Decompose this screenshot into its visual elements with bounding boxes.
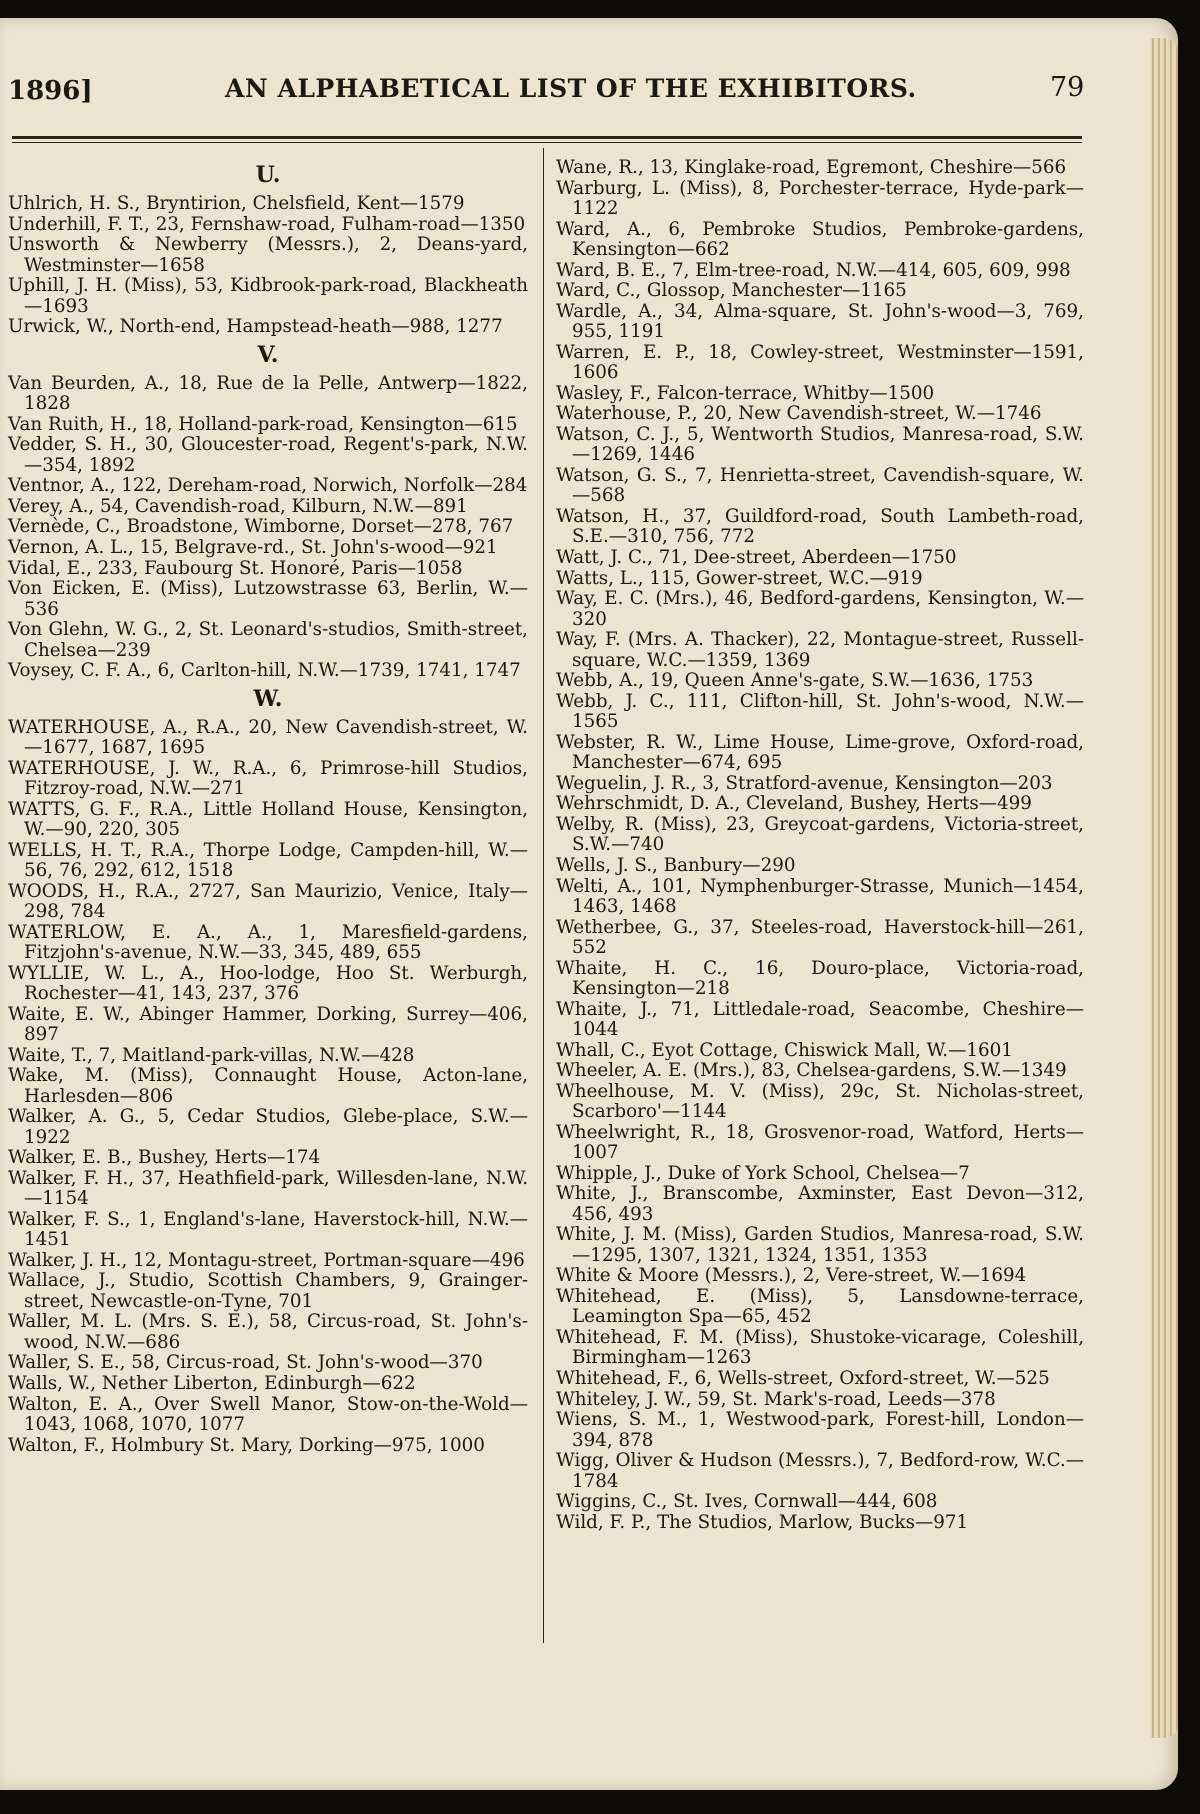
exhibitor-entry: Wake, M. (Miss), Connaught House, Acton-lane, Harlesden—806 — [8, 1065, 528, 1107]
exhibitor-entry: Welby, R. (Miss), 23, Greycoat-gardens, Victoria-street, S.W.—740 — [556, 813, 1084, 856]
exhibitor-entry: Wane, R., 13, Kinglake-road, Egremont, Cheshire—566 — [556, 157, 1067, 178]
exhibitor-entry: Van Beurden, A., 18, Rue de la Pelle, Antwerp—1822, 1828 — [8, 372, 528, 414]
exhibitor-entry: Von Glehn, W. G., 2, St. Leonard's-studios, Smith-street, Chelsea—239 — [8, 619, 528, 661]
exhibitor-entry: Vernède, C., Broadstone, Wimborne, Dorset—278, 767 — [8, 516, 514, 538]
section-heading-v: V. — [257, 341, 279, 368]
exhibitor-entry: Walker, F. S., 1, England's-lane, Haverstock-hill, N.W.—1451 — [8, 1208, 528, 1251]
exhibitor-entry: Van Ruith, H., 18, Holland-park-road, Kensington—615 — [8, 413, 518, 435]
right-column — [556, 158, 1084, 1533]
entries-w — [8, 718, 528, 1456]
header-title: AN ALPHABETICAL LIST OF THE EXHIBITORS. — [225, 74, 917, 103]
exhibitor-entry: Watt, J. C., 71, Dee-street, Aberdeen—1750 — [556, 546, 957, 568]
exhibitor-entry: Wheeler, A. E. (Mrs.), 83, Chelsea-gardens, S.W.—1349 — [556, 1060, 1067, 1082]
section-heading-u: U. — [255, 162, 281, 188]
book-page — [0, 18, 1178, 1790]
exhibitor-entry: Webb, A., 19, Queen Anne's-gate, S.W.—1636, 1753 — [556, 670, 1034, 692]
exhibitor-entry: Walker, A. G., 5, Cedar Studios, Glebe-place, S.W.—1922 — [8, 1106, 528, 1148]
exhibitor-entry: Vedder, S. H., 30, Gloucester-road, Regent's-park, N.W.—354, 1892 — [8, 434, 528, 476]
exhibitor-entry: Walls, W., Nether Liberton, Edinburgh—622 — [8, 1372, 416, 1394]
exhibitor-entry: Ward, C., Glossop, Manchester—1165 — [556, 280, 907, 302]
exhibitor-entry: Waite, T., 7, Maitland-park-villas, N.W.—428 — [8, 1044, 415, 1066]
exhibitor-entry: Wasley, F., Falcon-terrace, Whitby—1500 — [556, 382, 935, 404]
exhibitor-entry: Waite, E. W., Abinger Hammer, Dorking, Surrey—406, 897 — [8, 1003, 528, 1045]
exhibitor-entry: Waller, M. L. (Mrs. S. E.), 58, Circus-road, St. John's-wood, N.W.—686 — [8, 1311, 528, 1353]
header-rule-thin — [12, 142, 1082, 143]
exhibitor-entry: Wiggins, C., St. Ives, Cornwall—444, 608 — [556, 1491, 938, 1513]
exhibitor-entry: White & Moore (Messrs.), 2, Vere-street, W.—1694 — [556, 1265, 1027, 1287]
exhibitor-entry: White, J., Branscombe, Axminster, East Devon—312, 456, 493 — [556, 1183, 1084, 1225]
exhibitor-entry: Wallace, J., Studio, Scottish Chambers, 9, Grainger-street, Newcastle-on-Tyne, 701 — [8, 1270, 528, 1312]
exhibitor-entry: Uhlrich, H. S., Bryntirion, Chelsfield, Kent—1579 — [8, 193, 465, 214]
exhibitor-entry: Welti, A., 101, Nymphenburger-Strasse, Munich—1454, 1463, 1468 — [556, 875, 1084, 917]
exhibitor-entry: Watson, C. J., 5, Wentworth Studios, Manresa-road, S.W.—1269, 1446 — [556, 423, 1084, 466]
exhibitor-entry: Ventnor, A., 122, Dereham-road, Norwich, Norfolk—284 — [8, 475, 528, 497]
exhibitor-entry: Whitehead, E. (Miss), 5, Lansdowne-terrace, Leamington Spa—65, 452 — [556, 1285, 1084, 1328]
exhibitor-entry: Wiens, S. M., 1, Westwood-park, Forest-hill, London—394, 878 — [556, 1409, 1084, 1451]
exhibitor-entry: Waller, S. E., 58, Circus-road, St. John's-wood—370 — [8, 1352, 483, 1374]
exhibitor-entry: Vernon, A. L., 15, Belgrave-rd., St. John's-wood—921 — [8, 536, 498, 558]
exhibitor-entry: Uphill, J. H. (Miss), 53, Kidbrook-park-road, Blackheath—1693 — [8, 275, 528, 317]
page-number: 79 — [1050, 72, 1085, 103]
exhibitor-entry: Voysey, C. F. A., 6, Carlton-hill, N.W.—1739, 1741, 1747 — [8, 660, 521, 682]
exhibitor-entry: Wheelwright, R., 18, Grosvenor-road, Watford, Herts—1007 — [556, 1121, 1084, 1164]
exhibitor-entry: Verey, A., 54, Cavendish-road, Kilburn, N.W.—891 — [8, 495, 468, 517]
exhibitor-entry: Whaite, H. C., 16, Douro-place, Victoria-road, Kensington—218 — [556, 957, 1084, 999]
exhibitor-entry: Wardle, A., 34, Alma-square, St. John's-wood—3, 769, 955, 1191 — [556, 300, 1084, 343]
exhibitor-entry: WOODS, H., R.A., 2727, San Maurizio, Venice, Italy—298, 784 — [8, 880, 528, 922]
entries-u — [8, 194, 528, 338]
exhibitor-entry: White, J. M. (Miss), Garden Studios, Manresa-road, S.W.—1295, 1307, 1321, 1324, 1351, 1353 — [556, 1224, 1084, 1266]
exhibitor-entry: Urwick, W., North-end, Hampstead-heath—988, 1277 — [8, 316, 503, 338]
entries-v — [8, 374, 528, 682]
exhibitor-entry: Ward, A., 6, Pembroke Studios, Pembroke-gardens, Kensington—662 — [556, 218, 1084, 260]
header-year: 1896] — [8, 76, 93, 106]
column-divider — [543, 148, 544, 1643]
exhibitor-entry: WELLS, H. T., R.A., Thorpe Lodge, Campden-hill, W.—56, 76, 292, 612, 1518 — [8, 839, 528, 881]
section-heading-w: W. — [253, 685, 283, 712]
exhibitor-entry: Way, E. C. (Mrs.), 46, Bedford-gardens, Kensington, W.—320 — [556, 588, 1084, 630]
running-header — [0, 68, 1100, 108]
exhibitor-entry: Ward, B. E., 7, Elm-tree-road, N.W.—414, 605, 609, 998 — [556, 259, 1071, 281]
exhibitor-entry: Walton, E. A., Over Swell Manor, Stow-on-the-Wold—1043, 1068, 1070, 1077 — [8, 1393, 528, 1435]
exhibitor-entry: Wehrschmidt, D. A., Cleveland, Bushey, Herts—499 — [556, 793, 1032, 815]
exhibitor-entry: Warburg, L. (Miss), 8, Porchester-terrace, Hyde-park—1122 — [556, 177, 1084, 219]
exhibitor-entry: Way, F. (Mrs. A. Thacker), 22, Montague-street, Russell-square, W.C.—1359, 1369 — [556, 629, 1084, 671]
exhibitor-entry: WATTS, G. F., R.A., Little Holland House, Kensington, W.—90, 220, 305 — [8, 798, 528, 840]
exhibitor-entry: Walton, F., Holmbury St. Mary, Dorking—975, 1000 — [8, 1434, 485, 1456]
exhibitor-entry: Waterhouse, P., 20, New Cavendish-street, W.—1746 — [556, 403, 1042, 425]
exhibitor-entry: Walker, F. H., 37, Heathfield-park, Willesden-lane, N.W.—1154 — [8, 1167, 528, 1210]
exhibitor-entry: Webster, R. W., Lime House, Lime-grove, Oxford-road, Manchester—674, 695 — [556, 731, 1084, 774]
exhibitor-entry: Watts, L., 115, Gower-street, W.C.—919 — [556, 567, 923, 589]
exhibitor-entry: Whiteley, J. W., 59, St. Mark's-road, Leeds—378 — [556, 1388, 996, 1410]
exhibitor-entry: Whitehead, F., 6, Wells-street, Oxford-street, W.—525 — [556, 1367, 1050, 1389]
exhibitor-entry: Wild, F. P., The Studios, Marlow, Bucks—971 — [556, 1511, 969, 1533]
exhibitor-entry: Weguelin, J. R., 3, Stratford-avenue, Kensington—203 — [556, 772, 1053, 794]
page-edge — [1150, 38, 1178, 1738]
exhibitor-entry: Wells, J. S., Banbury—290 — [556, 854, 796, 876]
exhibitor-entry: Whaite, J., 71, Littledale-road, Seacombe, Cheshire—1044 — [556, 998, 1084, 1040]
exhibitor-entry: Whipple, J., Duke of York School, Chelsea—7 — [556, 1162, 970, 1184]
exhibitor-entry: Wetherbee, G., 37, Steeles-road, Haverstock-hill—261, 552 — [556, 916, 1084, 958]
exhibitor-entry: Whitehead, F. M. (Miss), Shustoke-vicarage, Coleshill, Birmingham—1263 — [556, 1326, 1084, 1369]
exhibitor-entry: Walker, J. H., 12, Montagu-street, Portman-square—496 — [8, 1249, 525, 1271]
exhibitor-entry: Watson, H., 37, Guildford-road, South Lambeth-road, S.E.—310, 756, 772 — [556, 505, 1084, 548]
exhibitor-entry: Vidal, E., 233, Faubourg St. Honoré, Paris—1058 — [8, 557, 463, 579]
exhibitor-entry: WATERHOUSE, A., R.A., 20, New Cavendish-street, W.—1677, 1687, 1695 — [8, 716, 528, 758]
exhibitor-entry: Unsworth & Newberry (Messrs.), 2, Deans-yard, Westminster—1658 — [8, 234, 528, 276]
exhibitor-entry: Walker, E. B., Bushey, Herts—174 — [8, 1147, 321, 1169]
header-rule — [12, 136, 1082, 139]
exhibitor-entry: Warren, E. P., 18, Cowley-street, Westminster—1591, 1606 — [556, 341, 1084, 384]
exhibitor-entry: Wigg, Oliver & Hudson (Messrs.), 7, Bedford-row, W.C.—1784 — [556, 1450, 1084, 1492]
exhibitor-entry: WATERHOUSE, J. W., R.A., 6, Primrose-hill Studios, Fitzroy-road, N.W.—271 — [8, 757, 528, 799]
left-column — [8, 158, 528, 1456]
exhibitor-entry: WYLLIE, W. L., A., Hoo-lodge, Hoo St. Werburgh, Rochester—41, 143, 237, 376 — [8, 962, 528, 1004]
exhibitor-entry: Underhill, F. T., 23, Fernshaw-road, Fulham-road—1350 — [8, 213, 526, 235]
exhibitor-entry: Webb, J. C., 111, Clifton-hill, St. John's-wood, N.W.—1565 — [556, 690, 1084, 733]
exhibitor-entry: Wheelhouse, M. V. (Miss), 29c, St. Nicholas-street, Scarboro'—1144 — [556, 1080, 1084, 1123]
exhibitor-entry: Watson, G. S., 7, Henrietta-street, Cavendish-square, W.—568 — [556, 464, 1084, 507]
exhibitor-entry: WATERLOW, E. A., A., 1, Maresfield-gardens, Fitzjohn's-avenue, N.W.—33, 345, 489, 655 — [8, 921, 528, 963]
entries-right — [556, 158, 1084, 1533]
exhibitor-entry: Whall, C., Eyot Cottage, Chiswick Mall, W.—1601 — [556, 1039, 1013, 1061]
exhibitor-entry: Von Eicken, E. (Miss), Lutzowstrasse 63, Berlin, W.—536 — [8, 578, 528, 620]
